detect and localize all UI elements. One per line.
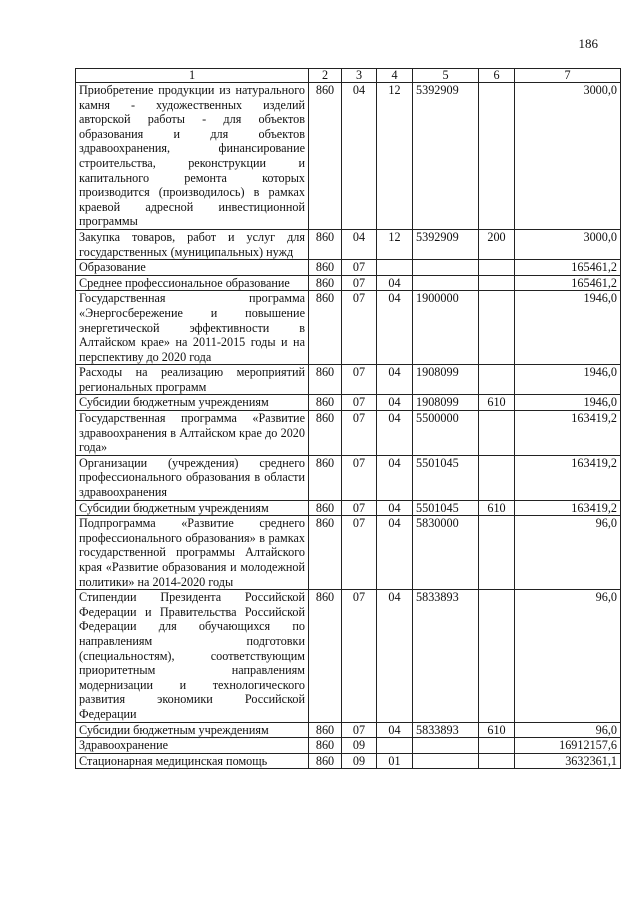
cell-col7: 3000,0 [515, 83, 621, 230]
cell-col3: 07 [342, 516, 377, 590]
cell-col7: 165461,2 [515, 260, 621, 276]
cell-col4: 04 [377, 275, 413, 291]
cell-col6 [479, 590, 515, 722]
cell-col6 [479, 738, 515, 754]
cell-col6 [479, 275, 515, 291]
cell-col3: 09 [342, 738, 377, 754]
cell-col4: 12 [377, 229, 413, 259]
cell-col4: 04 [377, 411, 413, 456]
cell-col5: 1900000 [413, 291, 479, 365]
column-header: 7 [515, 69, 621, 83]
column-header: 4 [377, 69, 413, 83]
cell-col4: 01 [377, 753, 413, 769]
cell-col7: 3632361,1 [515, 753, 621, 769]
cell-col4: 04 [377, 455, 413, 500]
cell-col4: 04 [377, 395, 413, 411]
cell-col2: 860 [309, 516, 342, 590]
cell-col7: 163419,2 [515, 455, 621, 500]
cell-col2: 860 [309, 395, 342, 411]
row-description: Здравоохранение [76, 738, 309, 754]
cell-col7: 1946,0 [515, 395, 621, 411]
row-description: Образование [76, 260, 309, 276]
cell-col3: 07 [342, 722, 377, 738]
cell-col3: 07 [342, 455, 377, 500]
column-header: 1 [76, 69, 309, 83]
cell-col4: 12 [377, 83, 413, 230]
table-row [76, 753, 621, 769]
cell-col3: 07 [342, 291, 377, 365]
cell-col6 [479, 455, 515, 500]
cell-col2: 860 [309, 291, 342, 365]
column-header: 5 [413, 69, 479, 83]
cell-col2: 860 [309, 411, 342, 456]
table-row [76, 516, 621, 590]
table-row [76, 229, 621, 259]
cell-col7: 165461,2 [515, 275, 621, 291]
row-description: Расходы на реализацию мероприятий региональных программ [76, 365, 309, 395]
table-row [76, 722, 621, 738]
cell-col2: 860 [309, 500, 342, 516]
cell-col2: 860 [309, 455, 342, 500]
cell-col7: 1946,0 [515, 365, 621, 395]
cell-col5: 5830000 [413, 516, 479, 590]
cell-col4: 04 [377, 590, 413, 722]
row-description: Приобретение продукции из натурального камня - художественных изделий авторской работы - для объектов образования и для объектов здравоохранения, финансирование строительства, реконструкции и капитального ремонта которых производится (производилось) в рамках краевой адресной инвестиционной программы [76, 83, 309, 230]
cell-col5: 5501045 [413, 500, 479, 516]
cell-col7: 16912157,6 [515, 738, 621, 754]
cell-col3: 07 [342, 260, 377, 276]
row-description: Закупка товаров, работ и услуг для государственных (муниципальных) нужд [76, 229, 309, 259]
cell-col4: 04 [377, 365, 413, 395]
table-row [76, 738, 621, 754]
cell-col2: 860 [309, 590, 342, 722]
cell-col7: 96,0 [515, 516, 621, 590]
cell-col5: 5500000 [413, 411, 479, 456]
cell-col3: 07 [342, 411, 377, 456]
cell-col5 [413, 260, 479, 276]
cell-col3: 07 [342, 590, 377, 722]
table-row [76, 455, 621, 500]
cell-col7: 163419,2 [515, 500, 621, 516]
cell-col4: 04 [377, 291, 413, 365]
cell-col6 [479, 753, 515, 769]
cell-col6 [479, 291, 515, 365]
cell-col3: 07 [342, 365, 377, 395]
cell-col5: 5833893 [413, 590, 479, 722]
table-row [76, 260, 621, 276]
cell-col5: 1908099 [413, 365, 479, 395]
cell-col3: 04 [342, 83, 377, 230]
cell-col5: 5392909 [413, 83, 479, 230]
cell-col6 [479, 365, 515, 395]
cell-col2: 860 [309, 365, 342, 395]
cell-col6 [479, 411, 515, 456]
table-row [76, 411, 621, 456]
cell-col3: 07 [342, 395, 377, 411]
table-header-row [76, 69, 621, 83]
row-description: Стационарная медицинская помощь [76, 753, 309, 769]
cell-col4: 04 [377, 500, 413, 516]
cell-col7: 96,0 [515, 590, 621, 722]
row-description: Субсидии бюджетным учреждениям [76, 395, 309, 411]
cell-col2: 860 [309, 83, 342, 230]
cell-col6 [479, 83, 515, 230]
cell-col2: 860 [309, 260, 342, 276]
cell-col2: 860 [309, 738, 342, 754]
cell-col3: 07 [342, 275, 377, 291]
table-row [76, 395, 621, 411]
cell-col3: 07 [342, 500, 377, 516]
cell-col6 [479, 260, 515, 276]
cell-col6: 610 [479, 722, 515, 738]
cell-col3: 09 [342, 753, 377, 769]
row-description: Среднее профессиональное образование [76, 275, 309, 291]
column-header: 6 [479, 69, 515, 83]
row-description: Субсидии бюджетным учреждениям [76, 722, 309, 738]
cell-col2: 860 [309, 275, 342, 291]
row-description: Подпрограмма «Развитие среднего профессионального образования» в рамках государственной программы Алтайского края «Развитие образования и молодежной политики» на 2014-2020 годы [76, 516, 309, 590]
table-row [76, 590, 621, 722]
table-row [76, 291, 621, 365]
column-header: 3 [342, 69, 377, 83]
cell-col5 [413, 753, 479, 769]
cell-col5: 5501045 [413, 455, 479, 500]
row-description: Государственная программа «Энергосбережение и повышение энергетической эффективности в Алтайском крае» на 2011-2015 годы и на перспективу до 2020 года [76, 291, 309, 365]
table-row [76, 83, 621, 230]
table-row [76, 365, 621, 395]
cell-col7: 1946,0 [515, 291, 621, 365]
page-number: 186 [578, 36, 598, 51]
row-description: Стипендии Президента Российской Федерации и Правительства Российской Федерации для обучающихся по направлениям подготовки (специальностям), соответствующим приоритетным направлениям модернизации и технологического развития экономики Российской Федерации [76, 590, 309, 722]
budget-table [75, 68, 621, 769]
cell-col4 [377, 738, 413, 754]
column-header: 2 [309, 69, 342, 83]
cell-col5: 5392909 [413, 229, 479, 259]
cell-col5: 5833893 [413, 722, 479, 738]
cell-col7: 163419,2 [515, 411, 621, 456]
cell-col4: 04 [377, 722, 413, 738]
cell-col5 [413, 738, 479, 754]
row-description: Организации (учреждения) среднего профессионального образования в области здравоохранения [76, 455, 309, 500]
cell-col5 [413, 275, 479, 291]
cell-col3: 04 [342, 229, 377, 259]
cell-col2: 860 [309, 229, 342, 259]
cell-col7: 96,0 [515, 722, 621, 738]
cell-col6: 610 [479, 500, 515, 516]
cell-col2: 860 [309, 722, 342, 738]
cell-col4: 04 [377, 516, 413, 590]
table-row [76, 275, 621, 291]
cell-col4 [377, 260, 413, 276]
table-row [76, 500, 621, 516]
cell-col6 [479, 516, 515, 590]
row-description: Субсидии бюджетным учреждениям [76, 500, 309, 516]
cell-col7: 3000,0 [515, 229, 621, 259]
cell-col5: 1908099 [413, 395, 479, 411]
row-description: Государственная программа «Развитие здравоохранения в Алтайском крае до 2020 года» [76, 411, 309, 456]
cell-col2: 860 [309, 753, 342, 769]
cell-col6: 610 [479, 395, 515, 411]
cell-col6: 200 [479, 229, 515, 259]
